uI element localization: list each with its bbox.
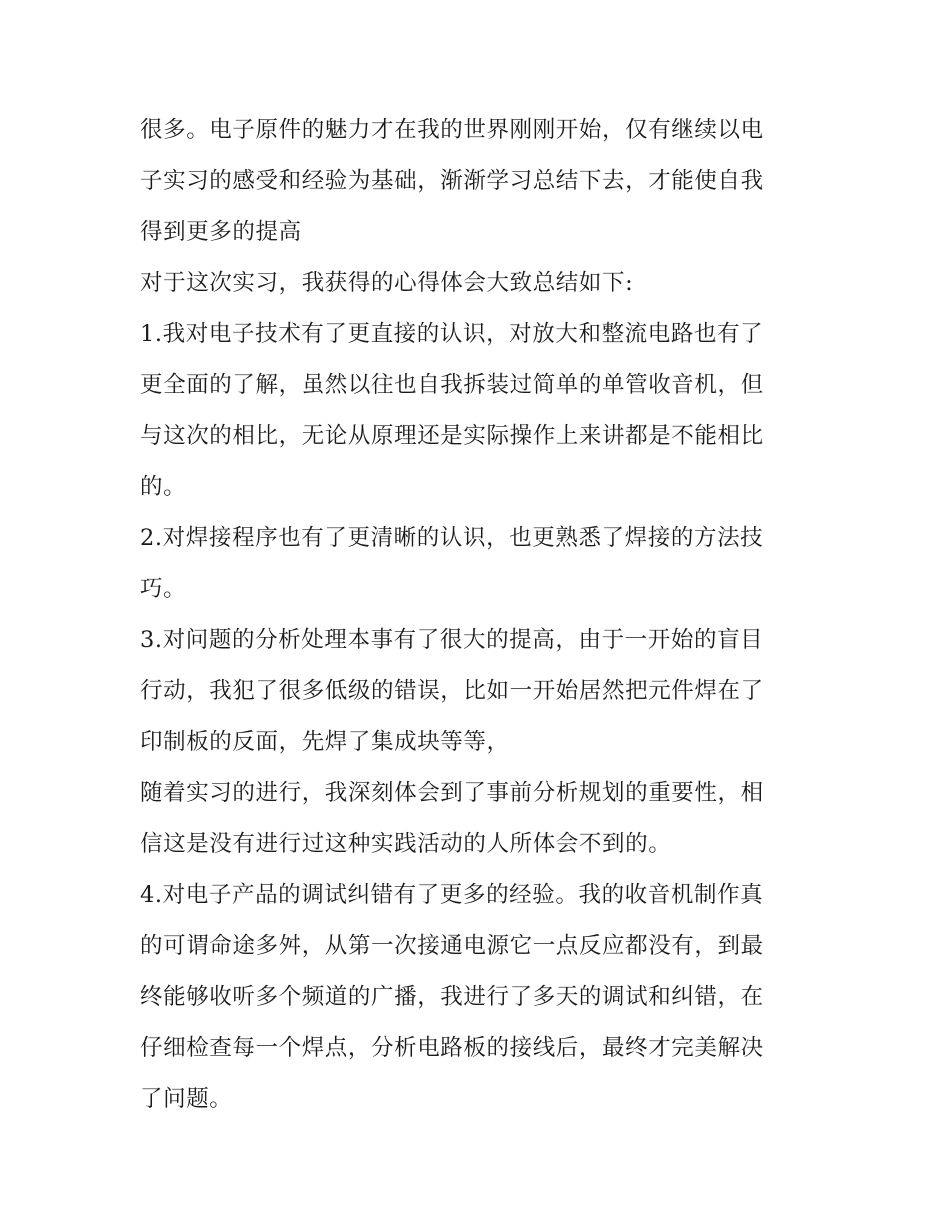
text-line: 1.我对电子技术有了更直接的认识，对放大和整流电路也有了 bbox=[140, 321, 764, 347]
text-line: 印制板的反面，先焊了集成块等等， bbox=[140, 729, 510, 755]
text-line: 了问题。 bbox=[140, 1086, 233, 1112]
text-line: 与这次的相比，无论从原理还是实际操作上来讲都是不能相比 bbox=[140, 423, 764, 449]
text-line: 得到更多的提高 bbox=[140, 219, 302, 245]
text-line: 终能够收听多个频道的广播，我进行了多天的调试和纠错，在 bbox=[140, 984, 764, 1010]
text-line: 子实习的感受和经验为基础，渐渐学习总结下去，才能使自我 bbox=[140, 168, 764, 194]
body-text bbox=[140, 105, 812, 1125]
text-line: 的可谓命途多舛，从第一次接通电源它一点反应都没有，到最 bbox=[140, 933, 764, 959]
text-line: 巧。 bbox=[140, 576, 187, 602]
text-line: 很多。电子原件的魅力才在我的世界刚刚开始，仅有继续以电 bbox=[140, 117, 764, 143]
text-line: 信这是没有进行过这种实践活动的人所体会不到的。 bbox=[140, 831, 672, 857]
text-line: 2.对焊接程序也有了更清晰的认识，也更熟悉了焊接的方法技 bbox=[140, 525, 764, 551]
text-line: 随着实习的进行，我深刻体会到了事前分析规划的重要性，相 bbox=[140, 780, 764, 806]
text-line: 3.对问题的分析处理本事有了很大的提高，由于一开始的盲目 bbox=[140, 627, 764, 653]
text-line: 行动，我犯了很多低级的错误，比如一开始居然把元件焊在了 bbox=[140, 678, 764, 704]
text-line: 更全面的了解，虽然以往也自我拆装过简单的单管收音机，但 bbox=[140, 372, 764, 398]
text-line: 4.对电子产品的调试纠错有了更多的经验。我的收音机制作真 bbox=[140, 882, 764, 908]
text-line: 仔细检查每一个焊点，分析电路板的接线后，最终才完美解决 bbox=[140, 1035, 764, 1061]
text-line: 的。 bbox=[140, 474, 187, 500]
text-line: 对于这次实习，我获得的心得体会大致总结如下: bbox=[140, 270, 634, 296]
